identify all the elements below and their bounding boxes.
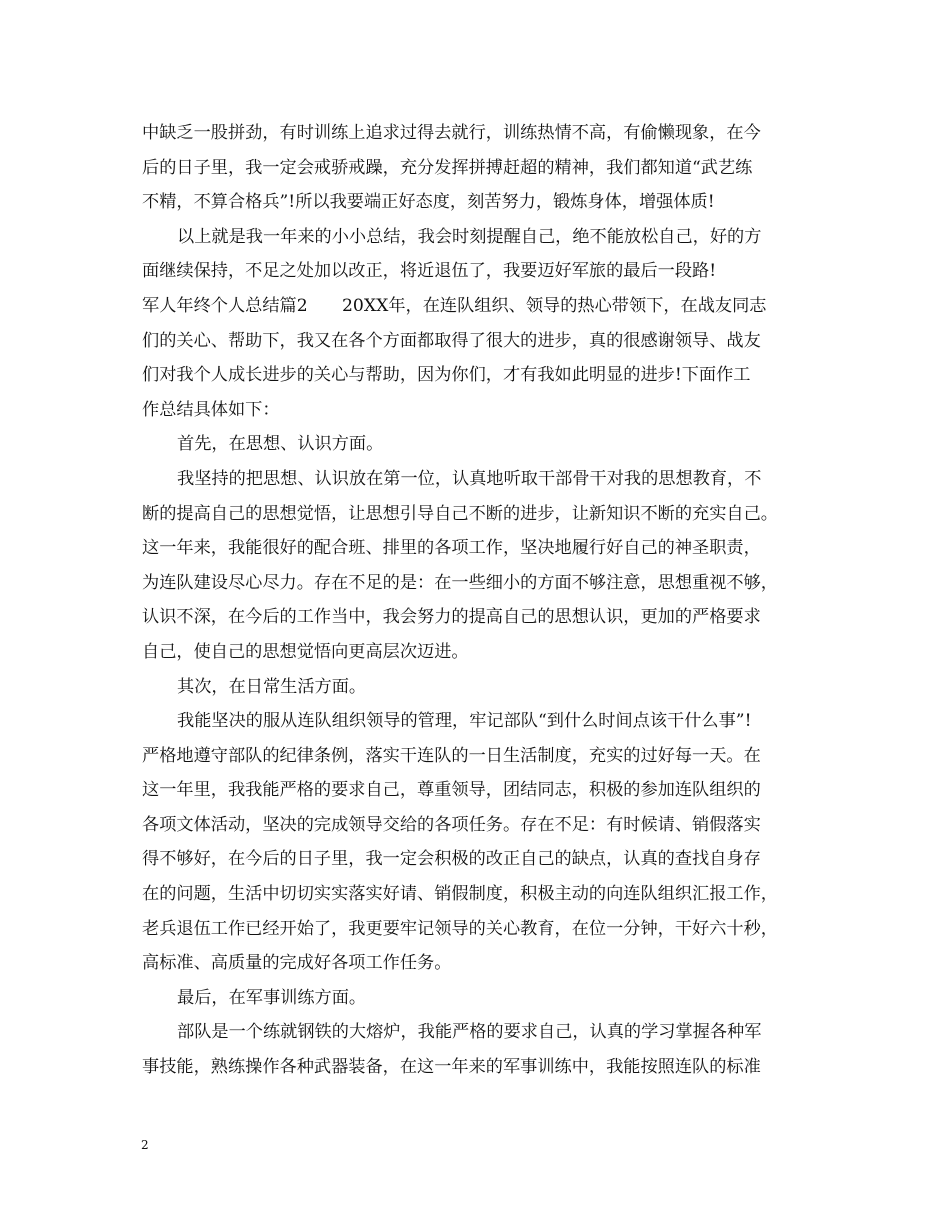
text-line-21: 各项文体活动，坚决的完成领导交给的各项任务。存在不足：有时候请、销假落实 [142,814,761,835]
text-line-18: 我能坚决的服从连队组织领导的管理，牢记部队“到什么时间点该干什么事”! [177,711,752,732]
text-line-1: 中缺乏一股拼劲，有时训练上追求过得去就行，训练热情不高，有偷懒现象，在今 [142,123,761,143]
text-line-4: 以上就是我一年来的小小总结，我会时刻提醒自己，绝不能放松自己，好的方 [177,226,762,247]
text-line-15: 认识不深，在今后的工作当中，我会努力的提高自己的思想认识，更加的严格要求 [142,607,761,628]
text-line-16: 自己，使自己的思想觉悟向更高层次迈进。 [142,641,469,662]
text-line-7: 们的关心、帮助下，我又在各个方面都取得了很大的进步，真的很感谢领导、战友 [142,330,761,351]
text-line-2: 后的日子里，我一定会戒骄戒躁，充分发挥拼搏赶超的精神，我们都知道“武艺练 [142,157,753,178]
text-line-13: 这一年来，我能很好的配合班、排里的各项工作，坚决地履行好自己的神圣职责， [142,538,761,559]
text-line-19: 严格地遵守部队的纪律条例，落实干连队的一日生活制度，充实的过好每一天。在 [142,745,761,766]
text-line-14: 为连队建设尽心尽力。存在不足的是：在一些细小的方面不够注意，思想重视不够， [142,572,778,593]
text-line-22: 得不够好，在今后的日子里，我一定会积极的改正自己的缺点，认真的查找自身存 [142,849,761,870]
text-line-8: 们对我个人成长进步的关心与帮助，因为你们，才有我如此明显的进步!下面作工 [142,365,751,386]
text-line-11: 我坚持的把思想、认识放在第一位，认真地听取干部骨干对我的思想教育，不 [177,468,762,489]
text-line-28: 事技能，熟练操作各种武器装备，在这一年来的军事训练中，我能按照连队的标准 [142,1057,761,1078]
text-line-3: 不精，不算合格兵”!所以我要端正好态度，刻苦努力，锻炼身体，增强体质! [142,192,715,213]
text-line-20: 这一年里，我我能严格的要求自己，尊重领导，团结同志，积极的参加连队组织的 [142,780,761,801]
text-line-24: 老兵退伍工作已经开始了，我更要牢记领导的关心教育，在位一分钟，干好六十秒， [142,918,778,939]
text-line-27: 部队是一个练就钢铁的大熔炉，我能严格的要求自己，认真的学习掌握各种军 [177,1022,762,1043]
text-line-12: 断的提高自己的思想觉悟，让思想引导自己不断的进步，让新知识不断的充实自己。 [142,503,778,524]
text-line-25: 高标准、高质量的完成好各项工作任务。 [142,953,452,974]
text-line-23: 在的问题，生活中切切实实落实好请、销假制度，积极主动的向连队组织汇报工作， [142,884,778,905]
subheading-thought: 首先，在思想、认识方面。 [177,434,384,455]
subheading-daily-life: 其次，在日常生活方面。 [177,676,367,697]
section-heading-line: 军人年终个人总结篇2 20XX年，在连队组织、领导的热心带领下，在战友同志 [142,295,767,316]
subheading-military-training: 最后，在军事训练方面。 [177,987,367,1008]
text-line-5: 面继续保持，不足之处加以改正，将近退伍了，我要迈好军旅的最后一段路! [142,261,717,282]
document-body [142,116,827,1085]
text-line-9: 作总结具体如下： [142,399,280,420]
page-number: 2 [141,1138,149,1152]
